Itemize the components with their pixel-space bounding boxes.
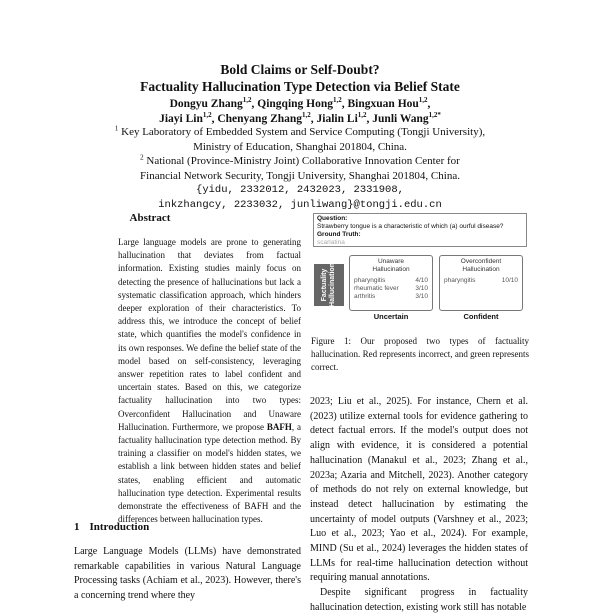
author-affil: 1,2 [333,96,342,105]
side-label-text [321,263,337,307]
section-title: Introduction [89,521,150,533]
author-name: Dongyu Zhang [169,98,243,110]
author-line-1 [0,97,600,112]
abstract-part: , a factuality hallucination type detection method. By training a classifier on model's hidden states, we establish a link between hidden states and belief states, enabling efficient and automatic hallucination type detection. Experimental results demonstrate the effectiveness of BAFH and the differences between hallucination types. [118,421,301,525]
answer-rate: 4/10 [415,277,428,284]
affil-mark: 2 [140,153,144,162]
answer-rate: 3/10 [415,293,428,300]
right-column-text [310,395,528,616]
author-name: , Qingqing Hong [251,98,334,110]
affil-mark: 1 [114,124,119,133]
answer-label: pharyngitis [444,277,476,284]
panel-header-line: Hallucination [462,266,500,273]
author-sep: , [427,98,431,110]
abstract-text [118,236,301,526]
email-line-1: {yidu, 2332012, 2432023, 2331908, [196,184,404,196]
panel-header-line: Unaware [377,258,404,265]
list-item [354,285,428,293]
affiliation-2-line-1 [0,154,600,169]
author-affil: 1,2* [428,111,441,120]
paragraph: Despite significant progress in factuality hallucination detection, existing work still has notable [310,587,528,613]
section-heading-introduction [74,521,149,533]
panel-header-line: Overconfident [460,258,502,265]
question-label: Question: [317,215,348,222]
abstract-heading: Abstract [129,212,171,224]
paper-title [0,61,600,95]
section-number: 1 [74,521,80,533]
author-name: , Junli Wang [366,113,429,125]
panel-header-line: Hallucination [372,266,410,273]
title-line-2: Factuality Hallucination Type Detection via Belief State [140,79,460,94]
truth-text: scarlatina [317,239,345,246]
affiliations [0,125,600,212]
panel-unaware [349,255,433,311]
side-label [314,264,344,306]
answer-rate: 3/10 [415,285,428,292]
figure-1 [311,213,529,321]
author-affil: 1,2 [202,111,212,120]
introduction-text: Large Language Models (LLMs) have demonstrated remarkable capabilities in various Natural Language Processing tasks (Achiam et al., 2023). However, there's a concerning trend where they [74,546,301,601]
abstract-part: Large language models are prone to generating hallucination that deviates from factual information. Existing studies mainly focus on detecting the presence of hallucinations but lack a systematic classification approach, which hinders deeper exploration of their characteristics. To address this, we introduce the concept of belief state, which quantifies the model's confidence in its own responses. We define the belief state of the model based on self-consistency, leveraging answer repetition rates to label confident and uncertain states. Based on this, we categorize factuality hallucination into two types: Overconfident Hallucination and Unaware Hallucination. Furthermore, we propose [118,237,301,432]
figure-caption: Figure 1: Our proposed two types of factuality hallucination. Red represents incorrect, and green represents correct. [311,336,529,372]
question-box [313,213,527,247]
author-name: , Chenyang Zhang [211,113,303,125]
side-label-line: Hallucination [329,263,337,307]
author-name: , Bingxuan Hou [341,98,419,110]
author-name: Jiayi Lin [159,113,203,125]
affiliation-1-line-1 [0,125,600,140]
x-label-uncertain: Uncertain [373,312,409,321]
affil-text: National (Province-Ministry Joint) Collaborative Innovation Center for [143,155,460,167]
panel-header [440,258,522,274]
author-affil: 1,2 [357,111,367,120]
author-name: , Jialin Li [310,113,358,125]
affiliation-1-line-2: Ministry of Education, Shanghai 201804, China. [193,140,407,153]
panel-rows [350,277,432,301]
x-label-confident: Confident [463,312,499,321]
author-list [0,97,600,127]
email-line-2: inkzhangcy, 2233032, junliwang}@tongji.edu.cn [158,198,442,211]
side-label-line: Factuality [321,268,329,302]
answer-label: arthritis [354,293,376,300]
truth-label: Ground Truth: [317,231,361,238]
panel-overconfident [439,255,523,311]
panel-rows [440,277,522,285]
author-affil: 1,2 [242,96,252,105]
list-item [354,293,428,301]
list-item [444,277,518,285]
author-affil: 1,2 [418,96,428,105]
answer-label: pharyngitis [354,277,386,284]
panel-header [350,258,432,274]
affil-text: Key Laboratory of Embedded System and Service Computing (Tongji University), [118,126,486,138]
author-affil: 1,2 [302,111,311,120]
method-name: BAFH [266,421,292,432]
affiliation-2-line-2: Financial Network Security, Tongji University, Shanghai 201804, China. [140,169,460,182]
question-text: Strawberry tongue is a characteristic of which (a) ourful disease? [317,223,504,230]
answer-label: rheumatic fever [354,285,399,292]
list-item [354,277,428,285]
answer-rate: 10/10 [501,277,518,284]
paragraph: 2023; Liu et al., 2025). For instance, Chern et al. (2023) utilize external tools for evidence gathering to detect factual errors. If the model's output does not align with evidence, it is considered a potential hallucination (Manakul et al., 2023; Zhang et al., 2023a; Azaria and Mitchell, 2023). Another category of methods do not rely on external knowledge, but instead detect hallucination by estimating the uncertainty of model outputs (Varshney et al., 2023; Luo et al., 2023; Yao et al., 2024). For example, MIND (Su et al., 2024) leverages the hidden states of LLMs for real-time hallucination detection without requiring manual annotations. [310,396,528,584]
title-line-1: Bold Claims or Self-Doubt? [220,62,380,77]
